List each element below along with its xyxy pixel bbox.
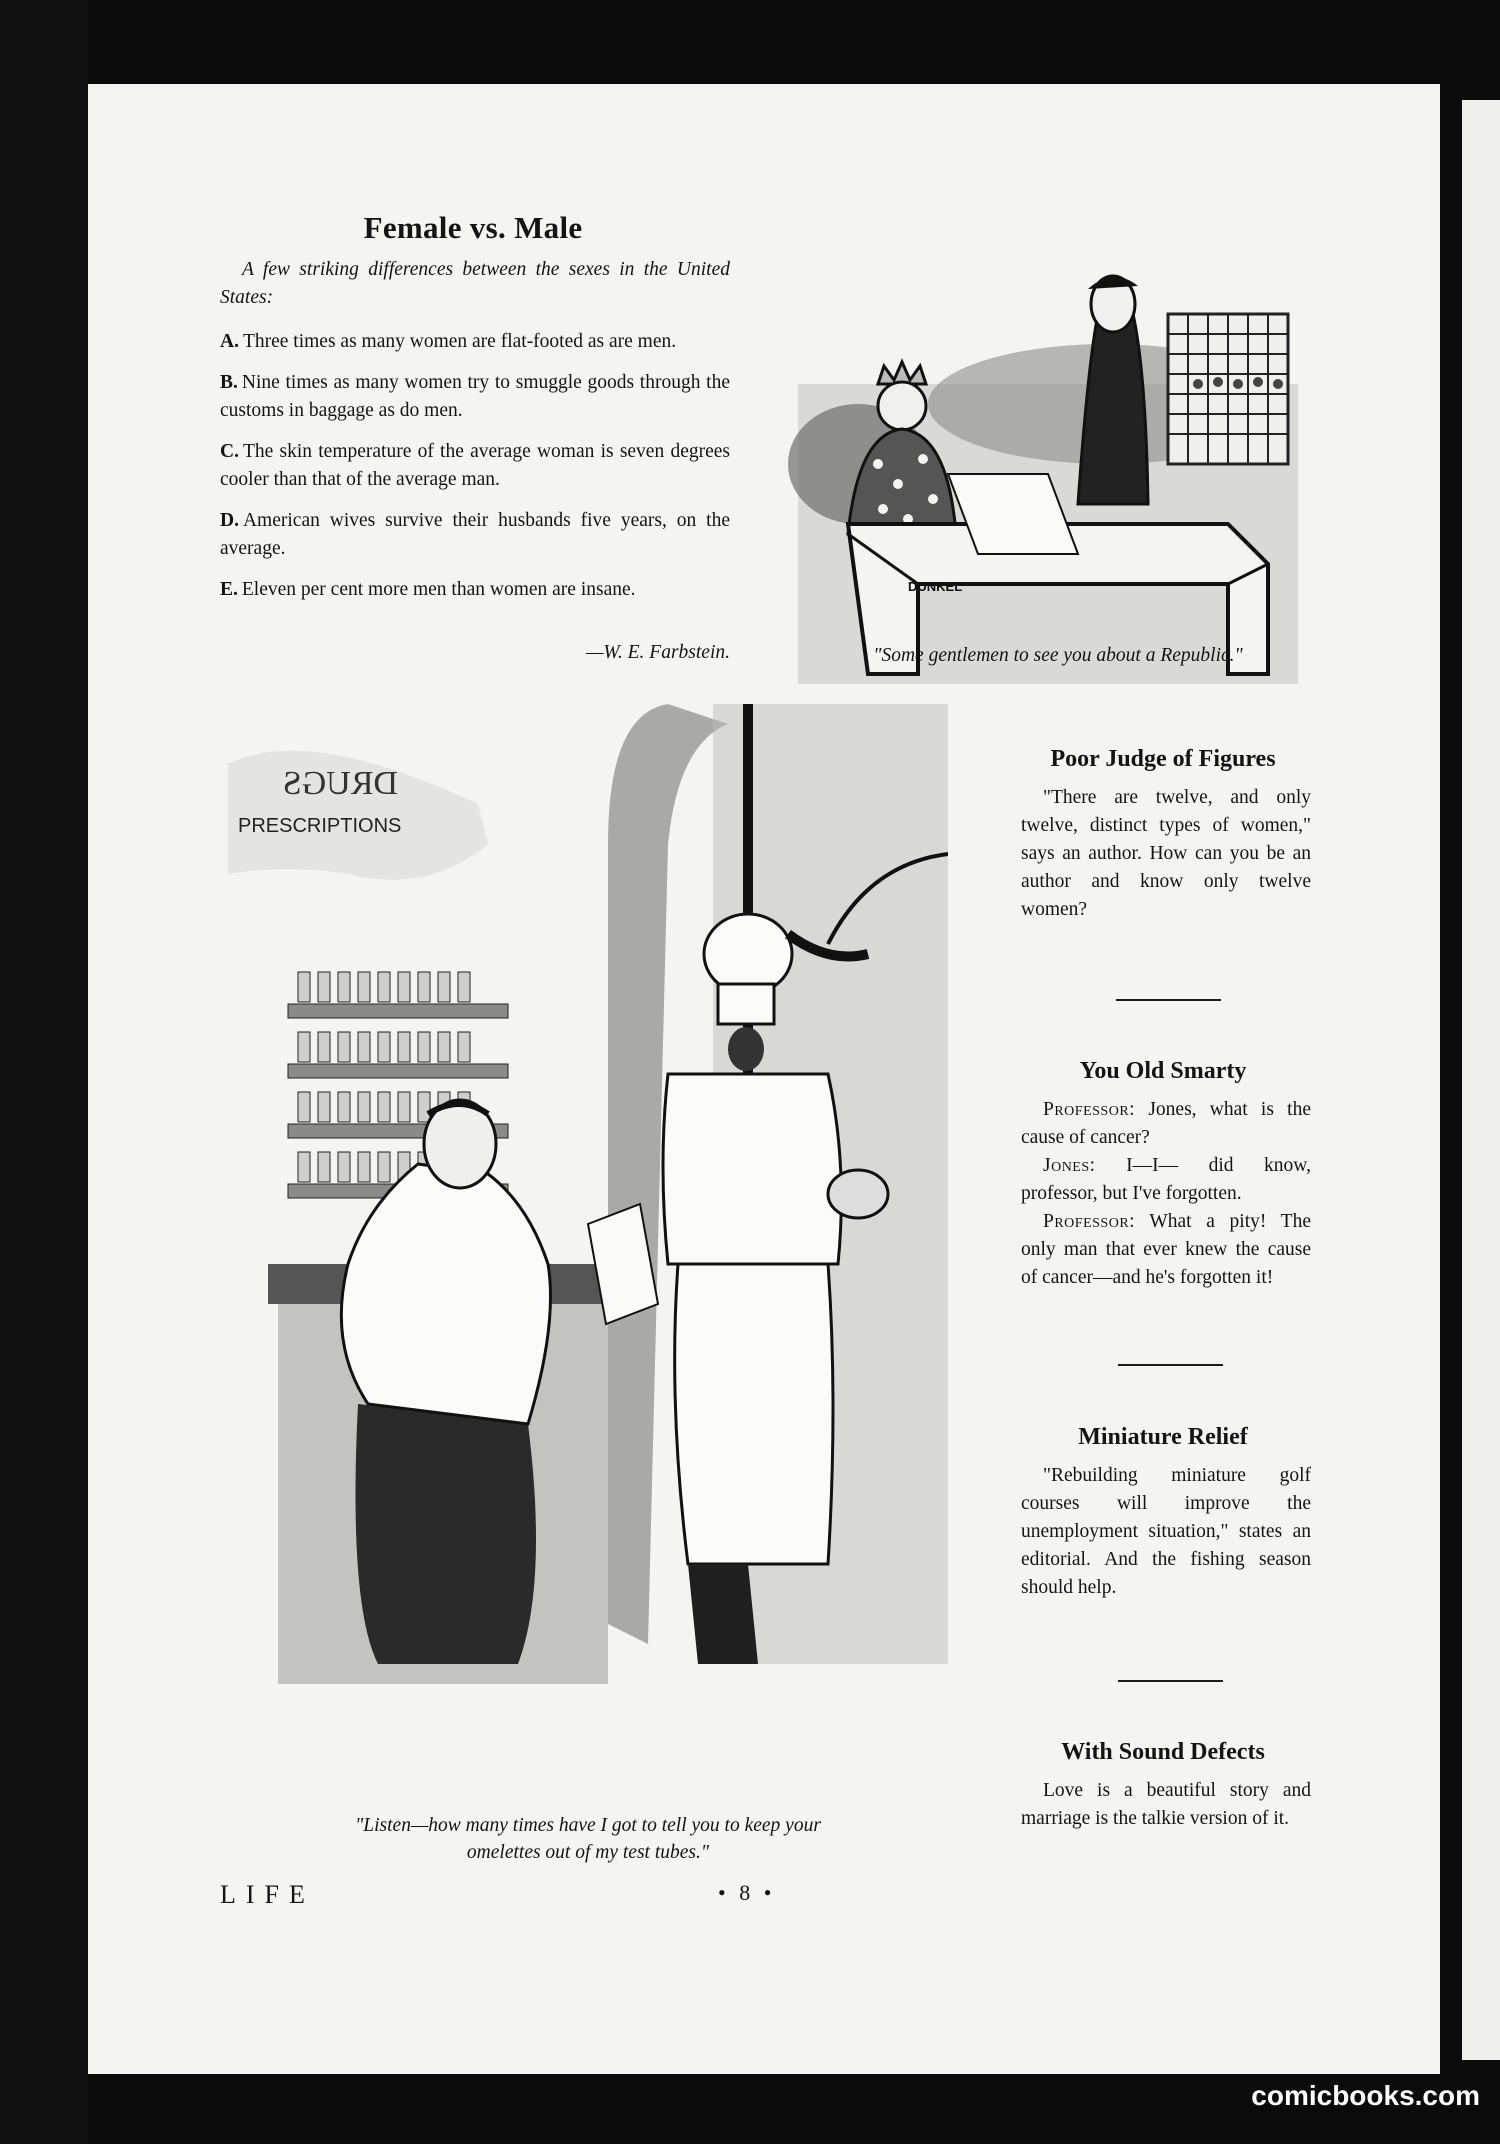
page-number: • 8 • [718,1880,776,1905]
list-item: E. Eleven per cent more men than women are insane. [220,579,636,600]
list-item: C. The skin temperature of the average woman is seven degrees cooler than that of the average man. [220,441,730,490]
magazine-page [88,84,1440,2074]
magazine-name: LIFE [220,1880,315,1909]
king-cartoon-caption: "Some gentlemen to see you about a Republic." [873,645,1243,666]
king-cartoon-signature: DUNKEL [908,579,963,594]
female-vs-male-title: Female vs. Male [363,210,583,245]
female-vs-male-attribution: —W. E. Farbstein. [586,642,730,663]
poor-judge-text: "There are twelve, and only twelve, distinct types of women," says an author. How can you be an author and know only twelve women? [1021,787,1311,920]
list-item: B. Nine times as many women try to smuggle goods through the customs in baggage as do men. [220,372,730,421]
scan-border [0,0,88,2144]
sound-defects-text: Love is a beautiful story and marriage is the talkie version of it. [1021,1780,1311,1829]
facing-page-edge [1462,100,1500,2060]
pharmacy-cartoon-caption: "Listen—how many times have I got to tell you to keep your omelettes out of my test tubes." [355,1815,821,1863]
pharmacy-cartoon-illustration [228,704,948,1704]
old-smarty-title: You Old Smarty [1079,1058,1247,1084]
dialogue-line: Professor: What a pity! The only man that ever knew the cause of cancer—and he's forgotten it! [1021,1211,1311,1288]
miniature-relief-text: "Rebuilding miniature golf courses will improve the unemployment situation," states an editorial. And the fishing season should help. [1021,1465,1311,1598]
miniature-relief-title: Miniature Relief [1078,1424,1248,1450]
female-vs-male-intro: A few striking differences between the sexes in the United States: [220,259,730,308]
female-vs-male-list [220,328,730,617]
poor-judge-title: Poor Judge of Figures [1050,746,1276,772]
section-divider [1116,999,1221,1001]
list-item: D. American wives survive their husbands five years, on the average. [220,510,730,559]
drugs-sign: DRUGS [282,765,398,802]
dialogue-line: Professor: Jones, what is the cause of cancer? [1021,1099,1311,1148]
dialogue-line: Jones: I—I— did know, professor, but I've forgotten. [1021,1155,1311,1204]
watermark: comicbooks.com [1251,2080,1480,2111]
list-item: A. Three times as many women are flat-footed as are men. [220,331,677,352]
prescriptions-sign: PRESCRIPTIONS [238,815,402,837]
old-smarty-dialogue [1021,1096,1311,1292]
sound-defects-title: With Sound Defects [1061,1739,1265,1765]
section-divider [1118,1364,1223,1366]
section-divider [1118,1680,1223,1682]
